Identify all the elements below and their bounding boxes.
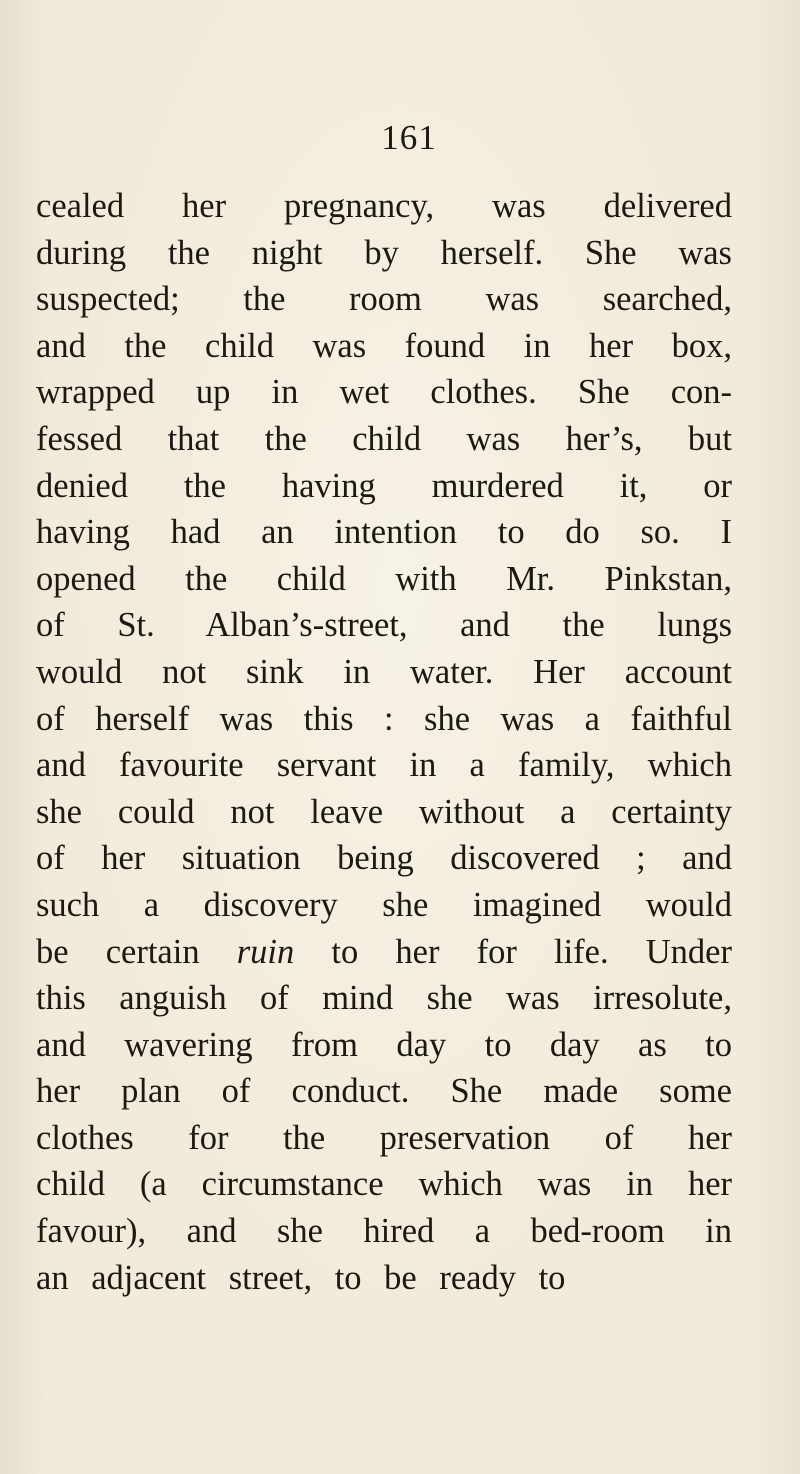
text-line-16: such a discovery she imagined would [36, 885, 732, 924]
text-line-3: suspected; the room was searched, [36, 280, 732, 319]
text-line-13: and favourite servant in a family, which [36, 746, 732, 785]
text-line-20: her plan of conduct. She made some [36, 1072, 732, 1111]
text-line-10: of St. Alban’s-street, and the lungs [36, 606, 732, 645]
text-line-17 [36, 929, 732, 976]
text-line-19: and wavering from day to day as to [36, 1025, 732, 1064]
text-line-24: an adjacent street, to be ready to [36, 1258, 566, 1297]
text-line-8: having had an intention to do so. I [36, 513, 732, 552]
text-line-21: clothes for the preservation of her [36, 1118, 732, 1157]
text-line-2: during the night by herself. She was [36, 233, 732, 272]
text-line-4: and the child was found in her box, [36, 326, 732, 365]
text-line-22: child (a circumstance which was in her [36, 1165, 732, 1204]
text-line-23: favour), and she hired a bed-room in [36, 1212, 732, 1251]
text-line-6: fessed that the child was her’s, but [36, 419, 732, 458]
body-text [36, 183, 732, 1301]
italic-word-ruin: ruin [236, 932, 295, 971]
text-line-7: denied the having murdered it, or [36, 466, 732, 505]
text-line-14: she could not leave without a certainty [36, 792, 732, 831]
page-number: 161 [381, 118, 437, 157]
text-line-11: would not sink in water. Her account [36, 652, 732, 691]
text-line-17-end: to her for life. Under [294, 932, 732, 971]
text-line-9: opened the child with Mr. Pinkstan, [36, 559, 732, 598]
text-line-5: wrapped up in wet clothes. She con- [36, 373, 732, 412]
text-line-12: of herself was this : she was a faithful [36, 699, 732, 738]
text-line-18: this anguish of mind she was irresolute, [36, 979, 732, 1018]
text-line-1: cealed her pregnancy, was delivered [36, 187, 732, 225]
text-line-17-start: be certain [36, 932, 237, 971]
text-line-15: of her situation being discovered ; and [36, 839, 732, 878]
